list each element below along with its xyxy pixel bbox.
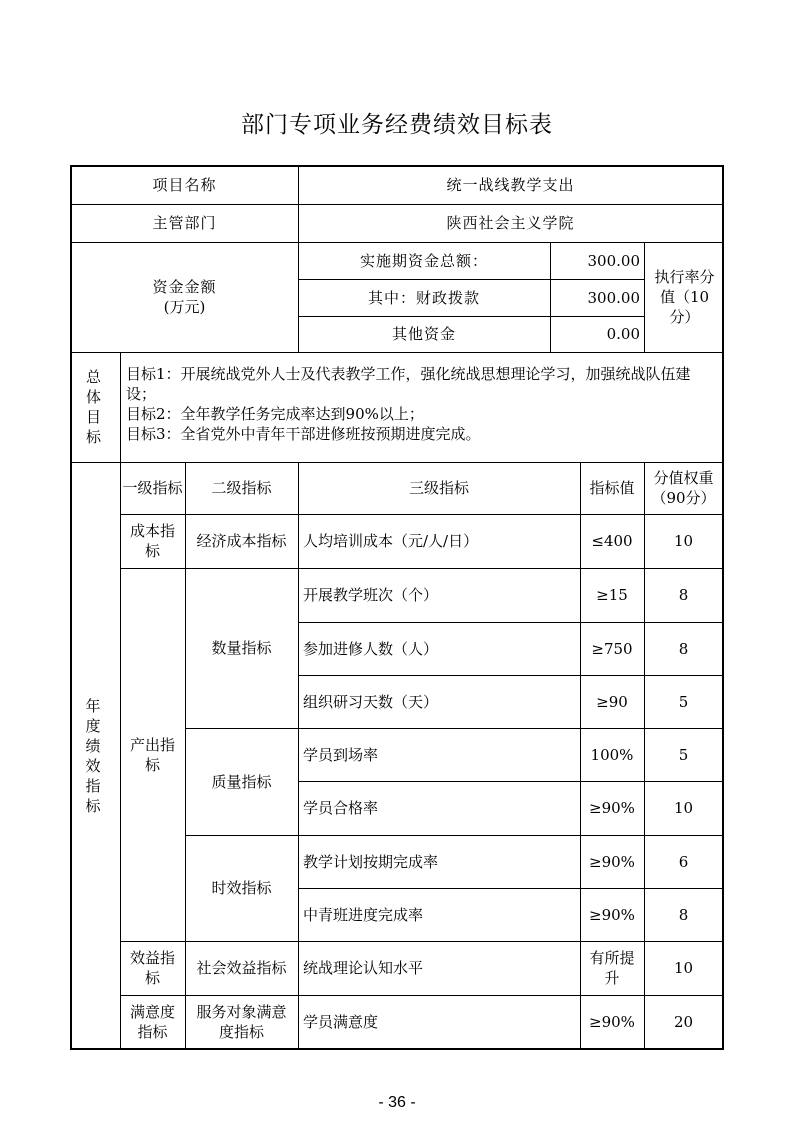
row-weight: 5 [678, 745, 689, 764]
total-funds-value: 300.00 [587, 251, 640, 270]
row-name: 开展教学班次（个） [303, 586, 439, 604]
grid-line [298, 166, 299, 352]
funds-label-text: 资金金额 [152, 278, 217, 296]
table-border-bottom [70, 1048, 724, 1050]
exec-rate-label: 执行率分值（10分） [654, 268, 715, 326]
row-value: ≥90% [589, 852, 635, 871]
grid-line [298, 622, 723, 623]
grid-line [71, 242, 723, 243]
row-name: 参加进修人数（人） [303, 639, 439, 658]
overall-goal-label: 总 体 目 标 [85, 368, 105, 446]
row-value: 100% [590, 745, 634, 764]
goal-1: 目标1：开展统战党外人士及代表教学工作，强化统战思想理论学习，加强统战队伍建设； [126, 365, 691, 403]
table-border-top [70, 165, 724, 167]
level2-social-benefit: 社会效益指标 [196, 959, 287, 977]
grid-line [120, 995, 723, 996]
funds-unit: (万元) [163, 298, 206, 316]
dept-label: 主管部门 [152, 214, 217, 232]
grid-line [185, 462, 186, 1049]
level1-satisfaction: 满意度指标 [129, 1003, 175, 1041]
grid-line [298, 279, 644, 280]
level2-quantity: 数量指标 [211, 639, 272, 657]
project-name-value: 统一战线教学支出 [446, 176, 575, 194]
row-value: ≥750 [591, 639, 633, 658]
grid-line [71, 462, 723, 463]
grid-line [120, 514, 723, 515]
grid-line [298, 675, 723, 676]
row-value: ≥15 [596, 586, 628, 604]
row-weight: 5 [678, 692, 689, 711]
grid-line [298, 781, 723, 782]
level2-quality: 质量指标 [211, 772, 272, 791]
fiscal-funds-value: 300.00 [587, 288, 640, 307]
row-name: 学员到场率 [303, 745, 379, 764]
funds-label [71, 242, 298, 352]
page-number: - 36 - [378, 1094, 416, 1111]
row-value: ≥90% [589, 1013, 635, 1031]
header-level3: 三级指标 [408, 479, 469, 497]
row-weight: 20 [673, 1013, 694, 1031]
level1-benefit: 效益指标 [130, 949, 176, 987]
row-name: 统战理论认知水平 [303, 959, 424, 977]
row-name: 中青班进度完成率 [303, 905, 424, 924]
grid-line [298, 462, 299, 1049]
annual-indicator-label: 年 度 绩 效 指 标 [85, 696, 106, 815]
row-value: ≥90% [589, 799, 635, 817]
grid-line [298, 888, 723, 889]
row-name: 学员合格率 [303, 799, 379, 817]
header-weight: 分值权重（90分） [651, 469, 716, 507]
row-weight: 8 [678, 639, 689, 658]
row-weight: 10 [673, 799, 694, 817]
grid-line [550, 242, 551, 352]
overall-goal-text [120, 352, 723, 462]
dept-value: 陕西社会主义学院 [446, 214, 575, 232]
row-value: ≥90% [589, 905, 635, 924]
row-name: 组织研习天数（天） [303, 692, 439, 711]
level2-econ-cost: 经济成本指标 [196, 532, 287, 550]
row-weight: 8 [678, 905, 689, 924]
total-funds-label: 实施期资金总额： [359, 251, 488, 270]
header-value: 指标值 [589, 479, 635, 497]
header-level1: 一级指标 [122, 479, 183, 497]
row-value: ≤400 [591, 532, 633, 550]
row-weight: 10 [673, 959, 694, 977]
grid-line [120, 941, 723, 942]
level2-timeliness: 时效指标 [211, 879, 272, 897]
grid-line [298, 316, 644, 317]
grid-line [71, 204, 723, 205]
grid-line [185, 728, 723, 729]
grid-line [644, 462, 645, 1049]
grid-line [580, 462, 581, 1049]
row-weight: 6 [678, 852, 689, 871]
grid-line [120, 568, 723, 569]
page-title: 部门专项业务经费绩效目标表 [241, 112, 553, 138]
level2-service-satisfaction: 服务对象满意度指标 [196, 1003, 287, 1041]
grid-line [644, 242, 645, 352]
table-border-right [722, 165, 724, 1050]
header-level2: 二级指标 [211, 479, 272, 497]
grid-line [120, 352, 121, 1049]
row-name: 教学计划按期完成率 [303, 852, 439, 871]
grid-line [185, 835, 723, 836]
other-funds-value: 0.00 [606, 325, 640, 343]
project-name-label: 项目名称 [152, 176, 217, 194]
row-weight: 10 [673, 532, 694, 550]
other-funds-label: 其他资金 [391, 325, 456, 343]
goal-2: 目标2：全年教学任务完成率达到90%以上； [126, 405, 424, 423]
level1-cost: 成本指标 [130, 522, 176, 560]
table-border-left [70, 165, 72, 1050]
row-value: ≥90 [596, 692, 628, 711]
row-name: 人均培训成本（元/人/日） [303, 532, 479, 550]
row-weight: 8 [678, 586, 689, 604]
row-value: 有所提升 [589, 949, 635, 987]
fiscal-funds-label: 其中：财政拨款 [367, 288, 480, 307]
level1-output: 产出指标 [130, 735, 176, 774]
goal-3: 目标3：全省党外中青年干部进修班按预期进度完成。 [126, 425, 481, 443]
grid-line [71, 352, 723, 353]
row-name: 学员满意度 [303, 1013, 379, 1031]
